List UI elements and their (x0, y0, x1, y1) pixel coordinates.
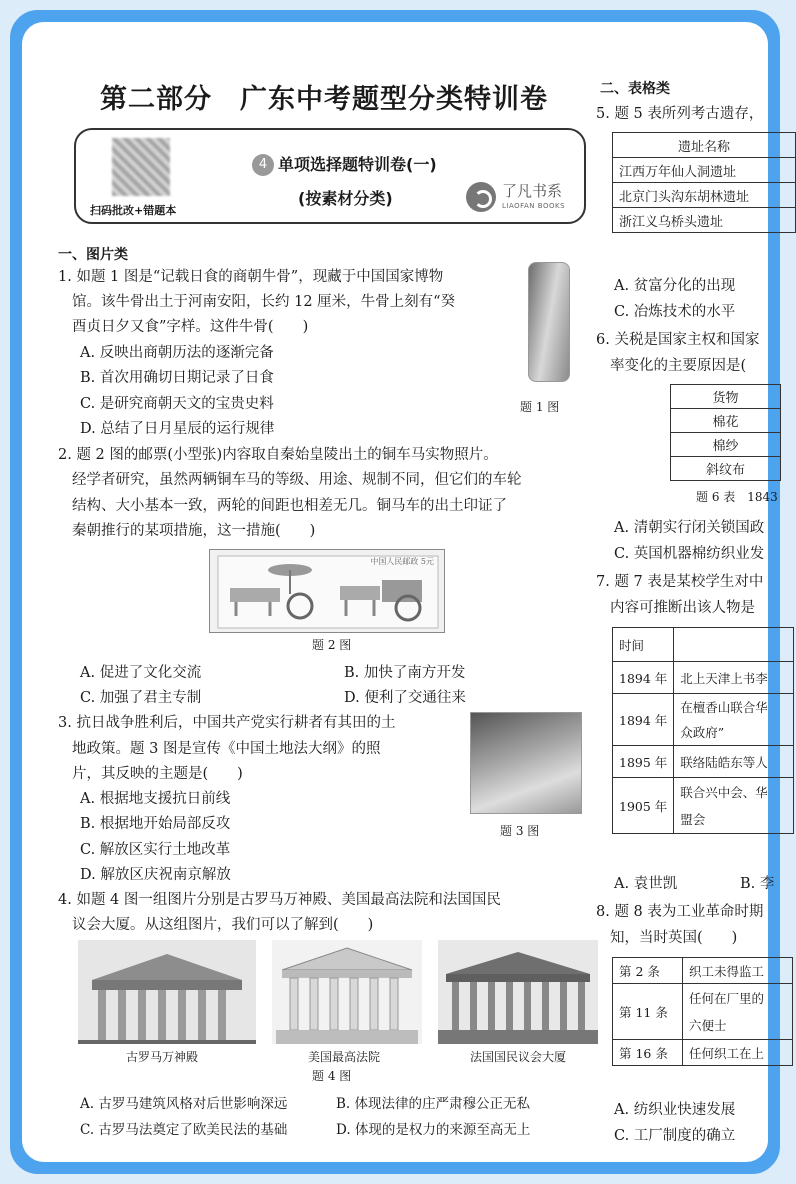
table-cell: 联络陆皓东等人 (674, 746, 794, 778)
q3-option-a: A. 根据地支援抗日前线 (80, 791, 231, 807)
table-cell: 北上天津上书李 (674, 662, 794, 694)
oracle-bone-photo (528, 262, 570, 382)
table-cell: 时间 (613, 628, 674, 662)
fig1-caption: 题 1 图 (520, 400, 560, 414)
table-7 (612, 627, 794, 834)
table-cell: 遗址名称 (613, 133, 796, 158)
q4-option-b: B. 体现法律的庄严肃穆公正无私 (336, 1096, 531, 1112)
q1-option-a: A. 反映出商朝历法的逐渐完备 (80, 345, 274, 361)
section-title: 单项选择题特训卷(一) (278, 155, 437, 174)
land-law-photo (470, 712, 582, 814)
publisher-logo (466, 180, 578, 220)
q3-option-b: B. 根据地开始局部反攻 (80, 816, 231, 832)
table-cell: 织工未得监工 (683, 958, 793, 984)
table-cell: 北京门头沟东胡林遗址 (613, 183, 796, 208)
logo-icon (466, 182, 496, 212)
table-cell: 第 2 条 (613, 958, 683, 984)
table-8 (612, 957, 793, 1066)
table-cell: 联合兴中会、华 (674, 778, 794, 806)
q1-option-d: D. 总结了日月星辰的运行规律 (80, 421, 275, 437)
table-cell: 盟会 (674, 806, 794, 834)
table-cell: 江西万年仙人洞遗址 (613, 158, 796, 183)
q3-option-c: C. 解放区实行土地改革 (80, 842, 231, 858)
table-5 (612, 132, 796, 233)
q4-option-c: C. 古罗马法奠定了欧美民法的基础 (80, 1122, 288, 1138)
q8-line2: 知，当时英国( ) (610, 930, 738, 946)
logo-name: 了凡书系 (502, 182, 563, 200)
table-cell: 棉纱 (671, 433, 781, 457)
page-frame (10, 10, 780, 1174)
q2-option-c: C. 加强了君主专制 (80, 690, 202, 706)
logo-english: LIAOFAN BOOKS (502, 202, 566, 210)
table-cell: 1905 年 (613, 778, 674, 834)
q1-option-c: C. 是研究商朝天文的宝贵史料 (80, 396, 274, 412)
table-cell: 1895 年 (613, 746, 674, 778)
stamp-label: 中国人民邮政 5元 (370, 557, 434, 566)
q2-line1: 2. 题 2 图的邮票(小型张)内容取自秦始皇陵出土的铜车马实物照片。 (58, 447, 498, 463)
q1-line1: 1. 如题 1 图是“记载日食的商朝牛骨”，现藏于中国国家博物 (58, 269, 444, 285)
q2-line2: 经学者研究，虽然两辆铜车马的等级、用途、规制不同，但它们的车轮 (72, 472, 522, 488)
table-cell (674, 628, 794, 662)
q3-option-d: D. 解放区庆祝南京解放 (80, 867, 231, 883)
q8-option-a: A. 纺织业快速发展 (614, 1102, 736, 1118)
q7-line2: 内容可推断出该人物是 (610, 600, 755, 616)
q6-option-a: A. 清朝实行闭关锁国政 (614, 520, 765, 536)
q4-option-d: D. 体现的是权力的来源至高无上 (336, 1122, 531, 1138)
q1-option-b: B. 首次用确切日期记录了日食 (80, 370, 274, 386)
right-column (596, 22, 796, 1172)
q7-option-b: B. 李 (740, 876, 775, 892)
page-title: 第二部分 广东中考题型分类特训卷 (100, 84, 548, 115)
fig2-caption: 题 2 图 (312, 638, 352, 652)
q3-line2: 地政策。题 3 图是宣传《中国土地法大纲》的照 (72, 741, 381, 757)
q1-line2: 馆。该牛骨出土于河南安阳，长约 12 厘米，牛骨上刻有“癸 (72, 294, 456, 310)
section-images: 一、图片类 (58, 247, 128, 263)
q4-line2: 议会大厦。从这组图片，我们可以了解到( ) (72, 917, 374, 933)
q4-option-a: A. 古罗马建筑风格对后世影响深远 (80, 1096, 288, 1112)
assembly-caption: 法国国民议会大厦 (470, 1050, 567, 1064)
fig3-caption: 题 3 图 (500, 824, 540, 838)
table-cell: 第 16 条 (613, 1040, 683, 1066)
supreme-court-image (272, 940, 422, 1044)
q2-option-a: A. 促进了文化交流 (80, 665, 202, 681)
table-6 (670, 384, 781, 481)
q2-option-b: B. 加快了南方开发 (344, 665, 466, 681)
q7-line1: 7. 题 7 表是某校学生对中 (596, 574, 764, 590)
national-assembly-icon (438, 940, 598, 1044)
q5-line1: 5. 题 5 表所列考古遗存， (596, 106, 764, 122)
table-cell: 1894 年 (613, 662, 674, 694)
q2-line3: 结构、大小基本一致，两轮的间距也相差无几。铜马车的出土印证了 (72, 498, 507, 514)
exam-page (22, 22, 778, 1162)
q7-option-a: A. 袁世凯 (614, 876, 678, 892)
table-cell: 1894 年 (613, 694, 674, 746)
supreme-court-icon (272, 940, 422, 1044)
fig6-caption: 题 6 表 1843 (696, 490, 778, 504)
table-cell: 六便士 (683, 1012, 793, 1040)
fig4-caption: 题 4 图 (312, 1069, 352, 1083)
stamp-image (209, 549, 445, 633)
table-cell: 任何织工在上 (683, 1040, 793, 1066)
table-cell: 斜纹布 (671, 457, 781, 481)
section-header (74, 128, 586, 224)
table-cell: 众政府” (674, 720, 794, 746)
q8-option-c: C. 工厂制度的确立 (614, 1128, 736, 1144)
supreme-court-caption: 美国最高法院 (308, 1050, 381, 1064)
table-cell: 任何在厂里的 (683, 984, 793, 1012)
q1-line3: 酉贞日夕又食”字样。这件牛骨( ) (72, 319, 309, 335)
section-tables: 二、表格类 (600, 81, 670, 97)
table-cell: 第 11 条 (613, 984, 683, 1040)
pantheon-icon (78, 940, 256, 1044)
q2-line4: 秦朝推行的某项措施，这一措施( ) (72, 523, 316, 539)
section-subtitle: (按素材分类) (298, 189, 393, 208)
table-cell: 在檀香山联合华 (674, 694, 794, 720)
table-cell: 浙江义乌桥头遗址 (613, 208, 796, 233)
qr-code[interactable] (112, 138, 170, 196)
q8-line1: 8. 题 8 表为工业革命时期 (596, 904, 764, 920)
q4-line1: 4. 如题 4 图一组图片分别是古罗马万神殿、美国最高法院和法国国民 (58, 892, 501, 908)
q5-option-c: C. 冶炼技术的水平 (614, 304, 736, 320)
table-cell: 货物 (671, 385, 781, 409)
qr-label: 扫码批改+错题本 (90, 204, 177, 217)
q5-option-a: A. 贫富分化的出现 (614, 278, 736, 294)
q3-line3: 片，其反映的主题是( ) (72, 766, 243, 782)
q3-line1: 3. 抗日战争胜利后，中国共产党实行耕者有其田的土 (58, 715, 396, 731)
q6-line1: 6. 关税是国家主权和国家 (596, 332, 760, 348)
q6-option-c: C. 英国机器棉纺织业发 (614, 546, 765, 562)
q2-option-d: D. 便利了交通往来 (344, 690, 466, 706)
national-assembly-image (438, 940, 598, 1044)
q6-line2: 率变化的主要原因是( (610, 358, 747, 374)
table-cell: 棉花 (671, 409, 781, 433)
pantheon-caption: 古罗马万神殿 (126, 1050, 199, 1064)
pantheon-image (78, 940, 256, 1044)
section-number-badge: 4 (252, 154, 274, 176)
